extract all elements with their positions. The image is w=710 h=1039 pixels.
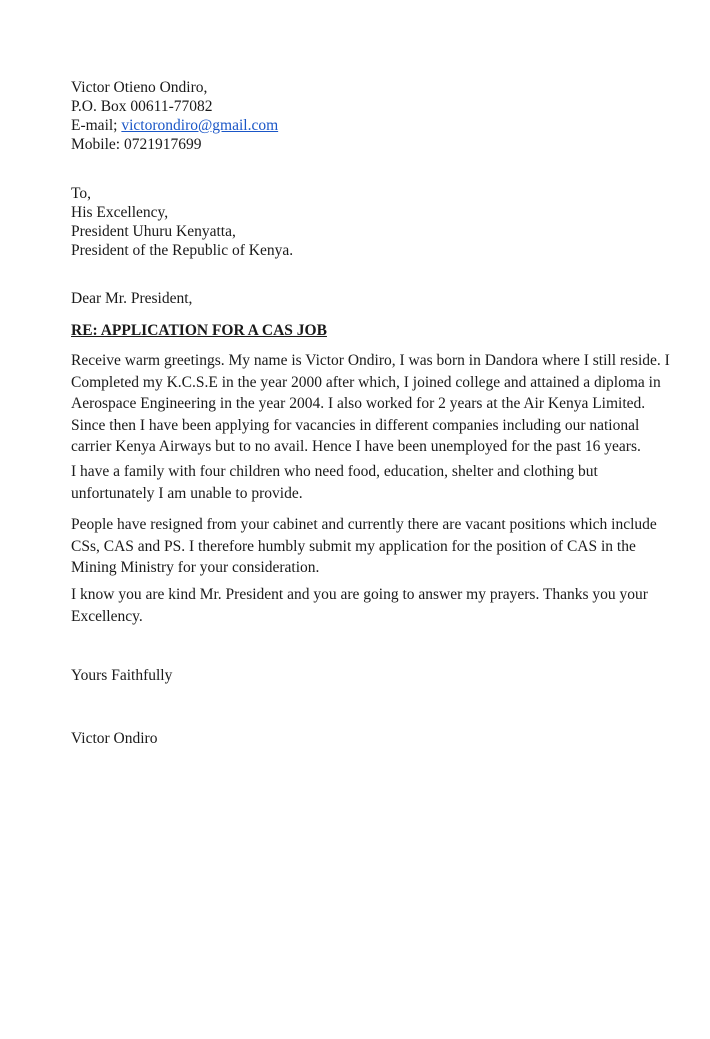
paragraph-line: unfortunately I am unable to provide.	[71, 484, 303, 502]
sender-name: Victor Otieno Ondiro,	[71, 79, 208, 96]
body-paragraph-1	[71, 350, 696, 458]
recipient-name: President Uhuru Kenyatta,	[71, 223, 236, 240]
paragraph-line: Aerospace Engineering in the year 2004. I also worked for 2 years at the Air Kenya Limited.	[71, 395, 646, 413]
paragraph-line: Mining Ministry for your consideration.	[71, 559, 320, 577]
paragraph-line: Completed my K.C.S.E in the year 2000 after which, I joined college and attained a diploma in	[71, 373, 661, 391]
sender-address-block	[71, 78, 696, 154]
sender-mobile: Mobile: 0721917699	[71, 136, 202, 153]
sender-email-label: E-mail;	[71, 117, 122, 134]
salutation: Dear Mr. President,	[71, 290, 193, 307]
recipient-to: To,	[71, 185, 92, 202]
closing: Yours Faithfully	[71, 667, 173, 684]
signature-name: Victor Ondiro	[71, 730, 158, 747]
recipient-office: President of the Republic of Kenya.	[71, 242, 294, 259]
body-paragraph-3	[71, 514, 696, 579]
signature-block	[71, 729, 696, 748]
salutation-block	[71, 289, 696, 308]
paragraph-line: Excellency.	[71, 607, 143, 625]
sender-email-line	[71, 116, 696, 135]
closing-block	[71, 666, 696, 685]
recipient-title: His Excellency,	[71, 204, 169, 221]
paragraph-line: Since then I have been applying for vacancies in different companies including our national	[71, 416, 640, 434]
paragraph-line: carrier Kenya Airways but to no avail. Hence I have been unemployed for the past 16 years.	[71, 438, 641, 456]
subject-line: RE: APPLICATION FOR A CAS JOB	[71, 322, 327, 339]
paragraph-line: CSs, CAS and PS. I therefore humbly submit my application for the position of CAS in the	[71, 537, 636, 555]
paragraph-line: Receive warm greetings. My name is Victor Ondiro, I was born in Dandora where I still reside. I	[71, 352, 670, 369]
subject-block	[71, 321, 696, 340]
body-paragraph-4	[71, 584, 696, 627]
paragraph-line: I have a family with four children who need food, education, shelter and clothing but	[71, 463, 598, 480]
paragraph-line: People have resigned from your cabinet and currently there are vacant positions which include	[71, 516, 657, 533]
paragraph-line: I know you are kind Mr. President and you are going to answer my prayers. Thanks you your	[71, 586, 648, 603]
body-paragraph-2	[71, 461, 696, 504]
sender-email-link[interactable]: victorondiro@gmail.com	[121, 117, 279, 134]
recipient-address-block	[71, 184, 696, 260]
sender-po-box: P.O. Box 00611-77082	[71, 98, 213, 115]
